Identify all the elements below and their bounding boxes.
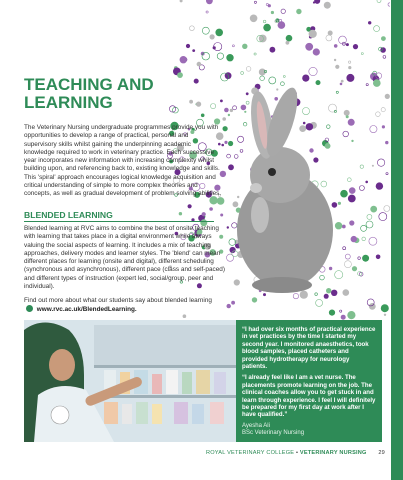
side-tab xyxy=(391,0,403,480)
decorative-dot xyxy=(217,53,223,59)
decorative-dot xyxy=(202,27,209,34)
decorative-dot xyxy=(351,236,357,242)
decorative-dot xyxy=(384,206,390,212)
decorative-dot xyxy=(367,214,372,219)
decorative-dot xyxy=(316,299,323,306)
decorative-dot xyxy=(192,49,195,52)
page-heading: TEACHING AND LEARNING xyxy=(24,75,154,112)
page-footer xyxy=(206,450,385,456)
decorative-dot xyxy=(309,30,317,38)
decorative-dot xyxy=(263,20,266,23)
decorative-dot xyxy=(210,34,215,39)
decorative-dot xyxy=(259,35,267,43)
decorative-dot xyxy=(359,186,364,191)
decorative-dot xyxy=(335,65,339,69)
decorative-dot xyxy=(362,255,369,262)
decorative-dot xyxy=(385,141,388,144)
decorative-dot xyxy=(384,314,386,316)
decorative-dot xyxy=(383,56,386,59)
decorative-dot xyxy=(202,52,210,60)
decorative-dot xyxy=(368,21,371,24)
decorative-dot xyxy=(361,53,363,55)
decorative-dot xyxy=(351,140,353,142)
decorative-dot xyxy=(370,126,377,133)
decorative-dot xyxy=(186,44,190,48)
decorative-dot xyxy=(376,254,381,259)
decorative-dot xyxy=(271,11,274,14)
decorative-dot xyxy=(286,41,290,45)
decorative-dot xyxy=(362,237,366,241)
find-out-more-text: Find out more about what our students say about blended learning xyxy=(24,297,212,304)
decorative-dot xyxy=(227,304,231,308)
decorative-dot xyxy=(373,79,381,87)
decorative-dot xyxy=(346,43,349,46)
decorative-dot xyxy=(213,46,216,49)
footer-section: VETERINARY NURSING xyxy=(299,450,367,456)
decorative-dot xyxy=(324,2,331,9)
decorative-dot xyxy=(206,11,208,13)
decorative-dot xyxy=(366,221,373,228)
decorative-dot xyxy=(206,0,213,4)
decorative-dot xyxy=(380,47,386,53)
decorative-dot xyxy=(340,310,342,312)
decorative-dot xyxy=(286,35,293,42)
decorative-dot xyxy=(270,47,276,53)
decorative-dot xyxy=(381,36,386,41)
decorative-dot xyxy=(246,67,251,72)
decorative-dot xyxy=(388,3,390,6)
testimonial-name: Ayesha Ali xyxy=(242,422,270,429)
decorative-dot xyxy=(226,54,233,61)
decorative-dot xyxy=(278,21,286,29)
testimonial-quote-1: “I had over six months of practical experience in vet practices by the time I started my second year. I monitored anaesthetics, took blood samples, placed catheters and provided hydrotherapy for neurology patients. xyxy=(242,326,376,371)
decorative-dot xyxy=(263,24,271,32)
decorative-dot xyxy=(183,314,187,318)
decorative-dot xyxy=(374,26,380,32)
decorative-dot xyxy=(188,204,192,208)
blended-learning-paragraph: Blended learning at RVC aims to combine the best of onsite teaching with learning that takes place in a digital environment while always valuing the social aspects of learning. It includes a mix of teaching approaches, delivery modes and learner styles. The 'blend' can mean different places for learning (onsite and digital), different scheduling (synchronous and asynchronous), different pace (class and self-paced) and different types of instruction (expert led, social/group, peer and individual). xyxy=(24,225,225,291)
testimonial-quote-2: “I already feel like I am a vet nurse. The placements promote learning on the job. The clinical coaches allow you to get stuck in and learn through experience. I feel I will definitely be prepared for my first day at work after I have qualified.” xyxy=(242,374,376,419)
student-photo xyxy=(24,320,236,442)
decorative-dot xyxy=(296,9,301,14)
decorative-dot xyxy=(180,0,183,2)
decorative-dot xyxy=(370,206,377,213)
decorative-dot xyxy=(341,315,346,320)
decorative-dot xyxy=(313,48,320,55)
decorative-dot xyxy=(250,14,258,22)
decorative-dot xyxy=(314,0,320,4)
decorative-dot xyxy=(329,310,335,316)
decorative-dot xyxy=(365,181,368,184)
decorative-dot xyxy=(377,159,384,166)
decorative-dot xyxy=(242,44,247,49)
decorative-dot xyxy=(326,35,332,41)
decorative-dot xyxy=(283,75,285,77)
decorative-dot xyxy=(305,43,313,51)
link-arrow-icon xyxy=(26,305,33,312)
blended-learning-heading: BLENDED LEARNING xyxy=(24,210,113,220)
decorative-dot xyxy=(215,29,223,37)
decorative-dot xyxy=(358,257,361,260)
decorative-dot xyxy=(231,301,235,305)
decorative-dot xyxy=(180,56,187,63)
decorative-dot xyxy=(381,304,389,312)
intro-paragraph: The Veterinary Nursing undergraduate programmes provide you with opportunities to develop a range of practical, personal and supervisory skills whilst gaining the underpinning academic knowledge required to work in veterinary practice. Each successive year incorporates new information with increasing complexity whilst building upon, and referencing back to, existing knowledge and skills. This 'spiral' approach encourages logical knowledge acquisition and critical understanding of simple to more complex theories and concepts, as well as gradual development of problem solving abilities. xyxy=(24,124,222,198)
decorative-dot xyxy=(281,9,285,13)
decorative-dot xyxy=(386,173,388,175)
footer-college: ROYAL VETERINARY COLLEGE xyxy=(205,450,295,456)
decorative-dot xyxy=(254,53,256,55)
decorative-dot xyxy=(372,165,374,167)
testimonial-box xyxy=(236,320,382,442)
decorative-dot xyxy=(353,44,358,49)
decorative-dot xyxy=(309,67,317,75)
decorative-dot xyxy=(360,165,363,168)
decorative-dot xyxy=(347,311,355,319)
decorative-dot xyxy=(348,61,350,63)
decorative-dot xyxy=(334,59,336,61)
footer-separator: • xyxy=(295,450,299,456)
decorative-dot xyxy=(197,62,202,67)
decorative-dot xyxy=(369,303,376,310)
decorative-dot xyxy=(376,182,383,189)
decorative-dot xyxy=(241,72,244,75)
decorative-dot xyxy=(385,94,390,99)
decorative-dot xyxy=(352,266,357,271)
decorative-dot xyxy=(366,84,368,86)
decorative-dot xyxy=(254,1,256,3)
decorative-dot xyxy=(382,125,385,128)
decorative-dot xyxy=(381,108,385,112)
decorative-dot xyxy=(348,66,351,69)
heading-rule xyxy=(24,221,214,222)
blended-learning-link[interactable]: www.rvc.ac.uk/BlendedLearning. xyxy=(36,306,137,314)
decorative-dot xyxy=(376,112,381,117)
decorative-dot xyxy=(334,44,338,48)
decorative-dot xyxy=(379,213,387,221)
decorative-dot xyxy=(369,237,377,245)
decorative-dot xyxy=(252,297,257,302)
page-number: 29 xyxy=(378,450,385,456)
decorative-dot xyxy=(377,0,381,3)
decorative-dot xyxy=(232,45,234,47)
decorative-dot xyxy=(190,26,195,31)
decorative-dot xyxy=(268,4,271,7)
find-out-more-paragraph xyxy=(24,297,224,315)
testimonial-course: BSc Veterinary Nursing xyxy=(242,430,305,437)
decorative-dot xyxy=(361,225,367,231)
